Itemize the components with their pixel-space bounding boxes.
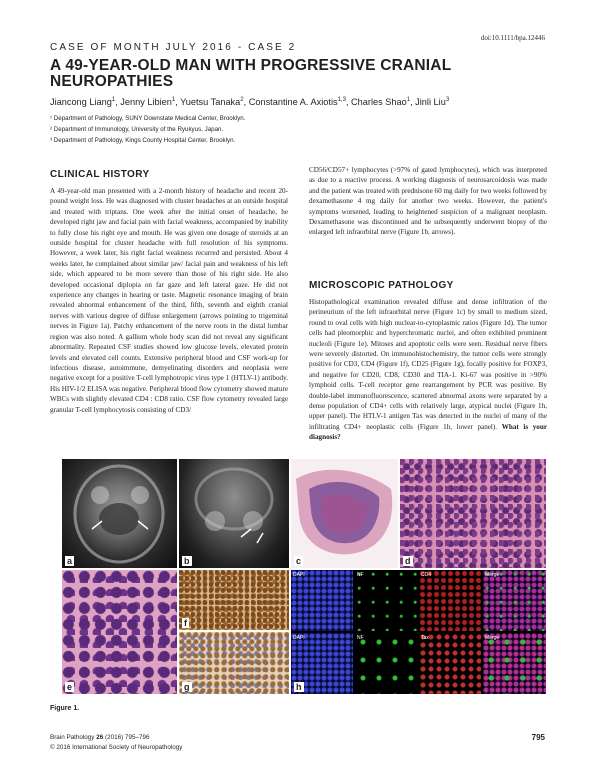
panel-label-a: a (67, 556, 73, 566)
affiliations (50, 114, 245, 146)
if-tile-nf-2: NF (355, 633, 417, 694)
diagnosis-question: What is your diagnosis? (309, 422, 547, 442)
author-name: Jenny Libien (120, 97, 172, 108)
affiliation: ¹ Department of Pathology, SUNY Downstate Medical Center, Brooklyn. (50, 115, 246, 122)
copyright: © 2016 International Society of Neuropathology (50, 744, 183, 751)
panel-d-histology (400, 459, 546, 568)
author-name: Yuetsu Tanaka (180, 97, 241, 108)
journal-volume: 26 (96, 734, 104, 741)
clinical-history-continued: CD56/CD57+ lymphocytes (>97% of gated lymphocytes), which was interpreted as due to a reactive process. A working diagnosis of neurosarcoidosis was made and the patient was treated with prednisone 60 mg daily for two weeks followed by dexamethasone 4 mg daily for another two weeks. However, the patient's symptoms worsened, leading to heightened suspicion of a malignant neoplasm. Dexamethasone was discontinued and he subsequently underwent biopsy of the enlarged left infraorbital nerve (Figure 1b, arrows). (309, 166, 547, 237)
affiliation: ³ Department of Pathology, Kings County Hospital Center, Brooklyn. (50, 136, 236, 144)
if-tile-nf-1: NF (355, 570, 417, 631)
panel-e-histology (62, 570, 177, 694)
if-tile-tax-2: Tax (419, 633, 481, 694)
footer (50, 733, 182, 753)
if-tile-cd4-1: CD4 (419, 570, 481, 631)
figure-1 (62, 459, 546, 694)
panel-g-ihc (179, 632, 289, 694)
clinical-history-heading: CLINICAL HISTORY (50, 169, 150, 180)
author-list: Jiancong Liang$^1$, Jenny Libien$^1$, Yuetsu Tanaka$^2$, Constantine A. Axiotis$^{1,3}$, Charles Shao$^1$, Jinli Liu$^3$ (50, 97, 450, 108)
author-name: Jiancong Liang (50, 97, 112, 108)
figure-caption: Figure 1. (50, 705, 80, 712)
author-name: Charles Shao (351, 97, 407, 108)
panel-label-e: e (67, 682, 73, 692)
panel-label-d: d (405, 556, 411, 566)
if-tile-dapi-2: DAPI (291, 633, 353, 694)
panel-c-histology (291, 459, 398, 568)
if-tile-merge-1: Merge (483, 570, 546, 631)
author-name: Jinli Liu (415, 97, 446, 108)
panel-f-ihc (179, 570, 289, 630)
journal-pages: (2016) 795–796 (104, 734, 150, 741)
doi: doi:10.1111/bpa.12446 (480, 34, 545, 42)
microscopic-pathology-text: Histopathological examination revealed diffuse and dense infiltration of the perineurium of the left infraorbital nerve (Figure 1c) by small to medium sized, round to oval cells with high nuclear-to-cytoplasmic ratios (Figure 1d). The tumor cells had pleomorphic and hyperchromatic nuclei, and often exhibited prominent nucleoli (Figure 1e). Mitoses and apoptotic cells were seen. Residual nerve fibers were severely distorted. On immunohistochemistry, the tumor cells were strongly positive for CD3, CD4 (Figure 1f), CD25 (Figure 1g), focally positive for FOXP3, and negative for CD20, CD8, CD30 and TIA-1. Ki-67 was positive in >90% lymphoid cells. T-cell receptor gene rearrangement by PCR was positive. By double-label immunofluorescence, scattered abnormal axons were separated by a dense population of CD4+ cells with relatively large, atypical nuclei (Figure 1h, upper panel). The HTLV-1 antigen Tax was detected in the nuclei of many of the infiltrating CD4+ neoplastic cells (Figure 1h, lower panel). What is your diagnosis? (309, 298, 547, 442)
panel-label-h: h (296, 682, 302, 692)
clinical-history-text: A 49-year-old man presented with a 2-month history of headache and recent 20-pound weight loss. He was diagnosed with cluster headaches at an outside hospital and treated with triptans. One week after the initial onset of headache, he developed right jaw and facial pain with facial weakness, accompanied by inability to fully close his right eye and mouth. He was given one dosage of steroids at an outside hospital for cluster headache with full resolution of his symptoms. However, a week later, his right facial weakness recurred and persisted. About 4 weeks later, he complained about similar jaw/ facial pain and weakness of his left side, which appeared to be more severe than those of his right side. He also developed occasional diplopia on far gaze and left lateral gaze. He did not experience any changes in hearing or taste. Magnetic resonance imaging of brain revealed abnormal enhancement of the third, fifth, seventh and eighth cranial nerves with various degree of diffuse enlargement (arrows pointing to trigeminal nerves in Figure 1a). Patchy enhancement of the nerve roots in the distal lumbar region was also noted. A gallium whole body scan did not reveal any significant abnormality. Repeated CSF studies showed low glucose levels, elevated protein levels and elevated cell counts. Extensive peripheral blood and CSF work-up for infectious disease, autoimmune, demyelinating disorders and neoplasia were negative except for a positive T-cell lymphotropic virus type 1 (HTLV-1) antibody. His HIV-1/2 ELISA was negative. Peripheral blood flow cytometry showed mature WBCs with slightly elevated CD4 : CD8 ratio. CSF flow cytometry revealed large granular T-cell lymphocytosis consisting of CD3/ (50, 187, 288, 414)
case-label: CASE OF MONTH JULY 2016 - CASE 2 (50, 42, 297, 53)
journal-name: Brain Pathology (50, 734, 95, 741)
panel-label-f: f (184, 618, 187, 628)
if-tile-merge-2: Merge (483, 633, 546, 694)
article-title: A 49-YEAR-OLD MAN WITH PROGRESSIVE CRANIAL NEUROPATHIES (50, 57, 452, 90)
panel-b-mri (179, 459, 289, 568)
panel-label-b: b (184, 556, 190, 566)
page-number: 795 (531, 733, 545, 742)
panel-label-g: g (184, 682, 190, 692)
panel-h-immunofluorescence (291, 570, 546, 694)
panel-a-mri (62, 459, 177, 568)
affiliation: ² Department of Immunology, University of the Ryukyus, Japan. (50, 125, 224, 133)
panel-label-c: c (296, 556, 302, 566)
author-name: Constantine A. Axiotis (248, 97, 338, 108)
if-tile-dapi-1: DAPI (291, 570, 353, 631)
microscopic-pathology-heading: MICROSCOPIC PATHOLOGY (309, 280, 454, 291)
